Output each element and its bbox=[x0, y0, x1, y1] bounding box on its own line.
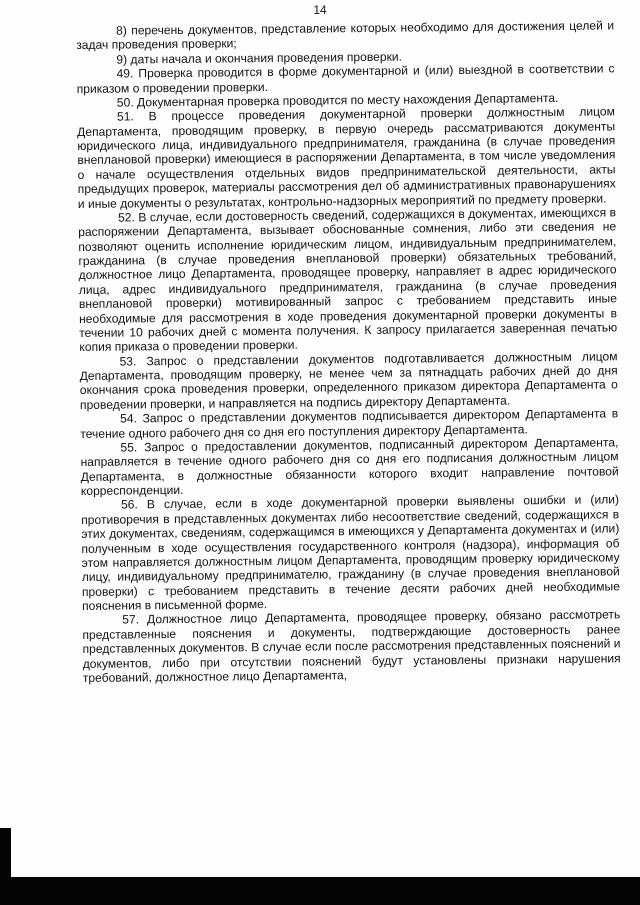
paragraph-item-9: 9) даты начала и окончания проведения проверки. bbox=[116, 49, 403, 67]
paragraph-57: 57. Должностное лицо Департамента, проводящее проверку, обязано рассмотреть представленные пояснения и документы, подтверждающие достоверность ранее представленных документов. В случае если после рассмотрения представленных пояснений и документов, либо при отсутствии пояснений будут установлены признаки нарушения требований, должностное лицо Департамента, bbox=[82, 607, 621, 685]
document-body bbox=[76, 18, 621, 685]
paragraph-51: 51. В процессе проведения документарной проверки должностным лицом Департамента, проводящим проверку, в первую очередь рассматриваются документы юридического лица, индивидуального предпринимателя, гражданина (в случае проведения внеплановой проверки) имеющиеся в распоряжении Департамента, в том числе уведомления о начале осуществления отдельных видов предпринимательской деятельности, акты предыдущих проверок, материалы рассмотрения дел об административных правонарушениях и иные документы о результатах, контрольно-надзорных мероприятий по предмету проверки. bbox=[77, 104, 616, 211]
page-number: 14 bbox=[313, 3, 327, 17]
paragraph-50: 50. Документарная проверка проводится по месту нахождения Департамента. bbox=[116, 90, 559, 110]
paragraph-49: 49. Проверка проводится в форме документарной и (или) выездной в соответствии с приказом о проведении проверки. bbox=[76, 61, 615, 96]
paragraph-item-8: 8) перечень документов, представление которых необходимо для достижения целей и задач проведения проверки; bbox=[76, 18, 615, 53]
paragraph-56: 56. В случае, если в ходе документарной проверки выявлены ошибки и (или) противоречия в представленных документах либо несоответствие сведений, содержащихся в этих документах, сведениям, содержащимся в имеющихся у Департамента документах и (или) полученным в ходе осуществления государственного контроля (надзора), информация об этом направляется должностным лицом Департамента, проводящим проверку юридическому лицу, индивидуальному предпринимателю, гражданину (в случае проведения внеплановой проверки) с требованием представить в течение десяти рабочих дней необходимые пояснения в письменной форме. bbox=[81, 492, 620, 613]
paragraph-52: 52. В случае, если достоверность сведений, содержащихся в документах, имеющихся в распоряжении Департамента, вызывает обоснованные сомнения, либо эти сведения не позволяют оценить исполнение юридическим лицом, индивидуальным предпринимателем, гражданина (в случае проведения внеплановой проверки) обязательных требований, должностное лицо Департамента, проводящее проверку, направляет в адрес юридического лица, адрес индивидуального предпринимателя, гражданина (в случае проведения внеплановой проверки) мотивированный запрос с требованием представить иные необходимые для рассмотрения в ходе проведения документарной проверки документы в течении 10 рабочих дней с момента получения. К запросу прилагается заверенная печатью копия приказа о проведении проверки. bbox=[78, 205, 618, 355]
scan-shadow-bottom bbox=[0, 877, 640, 905]
paragraph-54: 54. Запрос о представлении документов подписывается директором Департамента в течение одного рабочего дня со дня его поступления директору Департамента. bbox=[80, 406, 619, 441]
paragraph-53: 53. Запрос о представлении документов подготавливается должностным лицом Департамента, проводящим проверку, не менее чем за пятнадцать рабочих дней до дня окончания срока проведения проверки, определенного приказом директора Департамента о проведении проверки, и направляется на подпись директору Департамента. bbox=[79, 348, 618, 412]
paragraph-55: 55. Запрос о предоставлении документов, подписанный директором Департамента, направляется в течение одного рабочего дня со дня его подписания должностным лицом Департамента, в должностные обязанности которого входит направление почтовой корреспонденции. bbox=[80, 435, 619, 498]
